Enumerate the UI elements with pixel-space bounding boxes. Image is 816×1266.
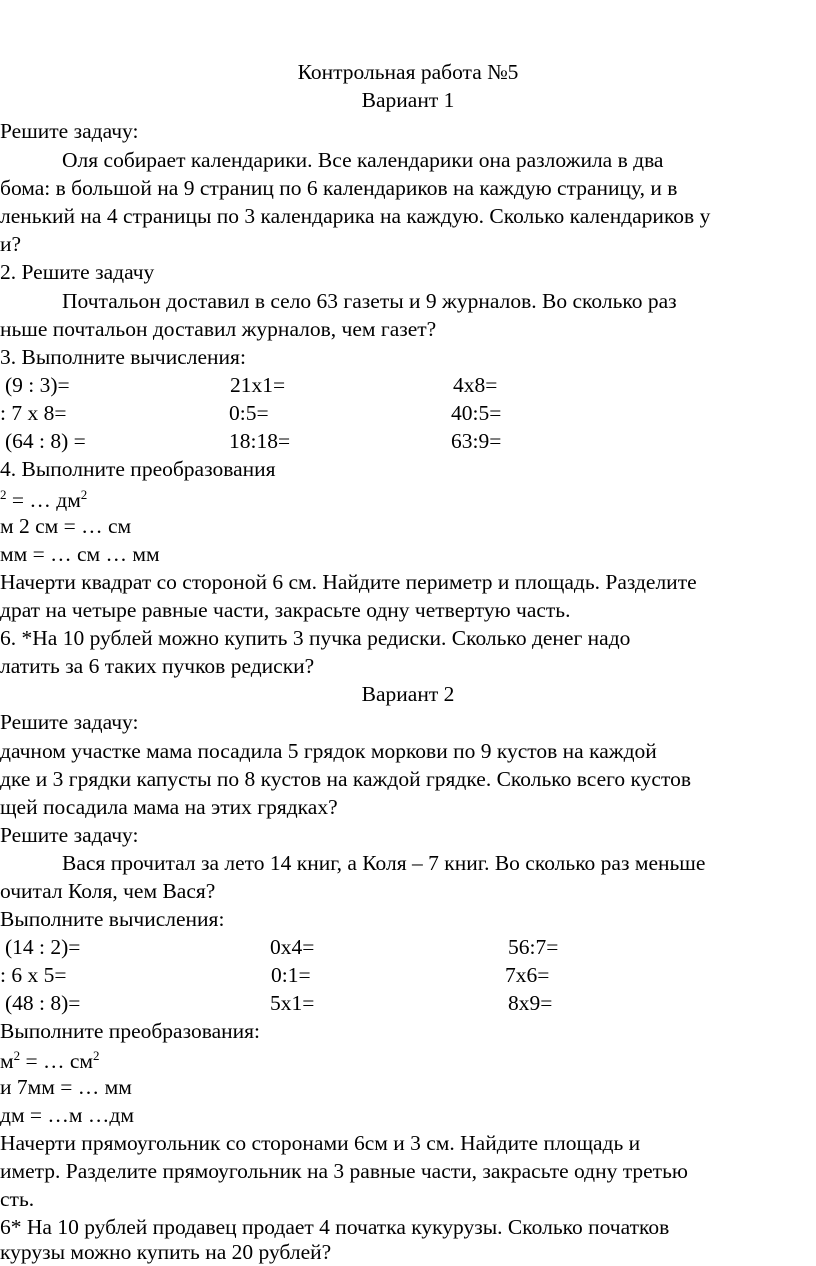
v2-calc-r1-c3: 56:7= bbox=[508, 935, 559, 959]
variant-2-heading: Вариант 2 bbox=[361, 682, 455, 706]
v2-calc-r2-c1: : 6 х 5= bbox=[0, 963, 67, 987]
v1-task1-label: Решите задачу: bbox=[0, 119, 139, 143]
v1-calc-r3-c1: (64 : 8) = bbox=[5, 429, 86, 453]
v2-calc-r3-c1: (48 : 8)= bbox=[5, 991, 81, 1015]
variant-1-heading: Вариант 1 bbox=[361, 88, 455, 112]
v2-task1-line1: дачном участке мама посадила 5 грядок моркови по 9 кустов на каждой bbox=[0, 739, 657, 763]
v2-calc-r1-c1: (14 : 2)= bbox=[5, 935, 81, 959]
v1-task5-line1: Начерти квадрат со стороной 6 см. Найдите периметр и площадь. Разделите bbox=[0, 570, 697, 594]
v1-task2-line1: Почтальон доставил в село 63 газеты и 9 журналов. Во сколько раз bbox=[62, 289, 677, 313]
v1-calc-r1-c1: (9 : 3)= bbox=[5, 373, 70, 397]
v2-task6-line1: 6* На 10 рублей продавец продает 4 початка кукурузы. Сколько початков bbox=[0, 1215, 670, 1239]
v2-task2-line2: очитал Коля, чем Вася? bbox=[0, 879, 216, 903]
v2-task1-line3: щей посадила мама на этих грядках? bbox=[0, 795, 338, 819]
v1-conversion-3: мм = … см … мм bbox=[0, 542, 160, 566]
v1-task1-line2: бома: в большой на 9 страниц по 6 календариков на каждую страницу, и в bbox=[0, 176, 678, 200]
v1-task3-label: 3. Выполните вычисления: bbox=[0, 345, 246, 369]
v1-task4-label: 4. Выполните преобразования bbox=[0, 457, 276, 481]
v2-calc-r1-c2: 0x4= bbox=[270, 935, 315, 959]
v2-task2-line1: Вася прочитал за лето 14 книг, а Коля – 7 книг. Во сколько раз меньше bbox=[62, 851, 706, 875]
v2-task1-line2: дке и 3 грядки капусты по 8 кустов на каждой грядке. Сколько всего кустов bbox=[0, 767, 691, 791]
v1-conv1-sup-b: 2 bbox=[80, 487, 88, 502]
v2-task5-line1: Начерти прямоугольник со сторонами 6см и 3 см. Найдите площадь и bbox=[0, 1131, 641, 1155]
v2-conversion-2: и 7мм = … мм bbox=[0, 1075, 132, 1099]
v2-task3-label: Выполните вычисления: bbox=[0, 907, 225, 931]
v2-task1-label: Решите задачу: bbox=[0, 710, 139, 734]
v2-task2-label: Решите задачу: bbox=[0, 823, 139, 847]
v1-task1-line3: ленький на 4 страницы по 3 календарика на каждую. Сколько календариков у bbox=[0, 204, 711, 228]
v1-calc-r3-c3: 63:9= bbox=[451, 429, 502, 453]
v1-task1-line1: Оля собирает календарики. Все календарики она разложила в два bbox=[62, 148, 664, 172]
v2-conv1-unit: м bbox=[0, 1049, 14, 1073]
v2-calc-r3-c3: 8x9= bbox=[508, 991, 553, 1015]
v2-task4-label: Выполните преобразования: bbox=[0, 1019, 260, 1043]
v2-task6-line2: курузы можно купить на 20 рублей? bbox=[0, 1240, 332, 1264]
v2-conv1-sup-a: 2 bbox=[13, 1048, 21, 1063]
v1-calc-r3-c2: 18:18= bbox=[229, 429, 291, 453]
v1-calc-r1-c3: 4x8= bbox=[453, 373, 498, 397]
v1-task5-line2: драт на четыре равные части, закрасьте одну четвертую часть. bbox=[0, 598, 571, 622]
v1-task1-line4: и? bbox=[0, 232, 22, 256]
v2-calc-r2-c2: 0:1= bbox=[271, 963, 311, 987]
v1-calc-r1-c2: 21x1= bbox=[230, 373, 286, 397]
v2-task5-line3: сть. bbox=[0, 1187, 35, 1211]
v1-task2-label: 2. Решите задачу bbox=[0, 260, 155, 284]
v1-calc-r2-c3: 40:5= bbox=[451, 401, 502, 425]
v1-conversion-1 bbox=[0, 486, 87, 514]
v2-conv1-sup-b: 2 bbox=[93, 1048, 100, 1063]
v2-calc-r2-c3: 7x6= bbox=[505, 963, 550, 987]
page-title: Контрольная работа №5 bbox=[297, 60, 519, 84]
v2-task5-line2: иметр. Разделите прямоугольник на 3 равные части, закрасьте одну третью bbox=[0, 1159, 688, 1183]
v1-task2-line2: ньше почтальон доставил журналов, чем газет? bbox=[0, 317, 437, 341]
v1-conv1-text: = … дм bbox=[11, 488, 81, 512]
v1-conv1-sup-a: 2 bbox=[0, 487, 7, 502]
v2-conversion-1 bbox=[0, 1047, 100, 1075]
v2-conv1-text: = … см bbox=[20, 1049, 94, 1073]
v2-conversion-3: дм = …м …дм bbox=[0, 1103, 134, 1127]
v1-calc-r2-c2: 0:5= bbox=[229, 401, 269, 425]
v1-task6-line2: латить за 6 таких пучков редиски? bbox=[0, 654, 315, 678]
v1-calc-r2-c1: : 7 х 8= bbox=[0, 401, 67, 425]
v2-calc-r3-c2: 5x1= bbox=[270, 991, 315, 1015]
v1-conversion-2: м 2 см = … см bbox=[0, 514, 132, 538]
v1-task6-line1: 6. *На 10 рублей можно купить 3 пучка редиски. Сколько денег надо bbox=[0, 626, 631, 650]
